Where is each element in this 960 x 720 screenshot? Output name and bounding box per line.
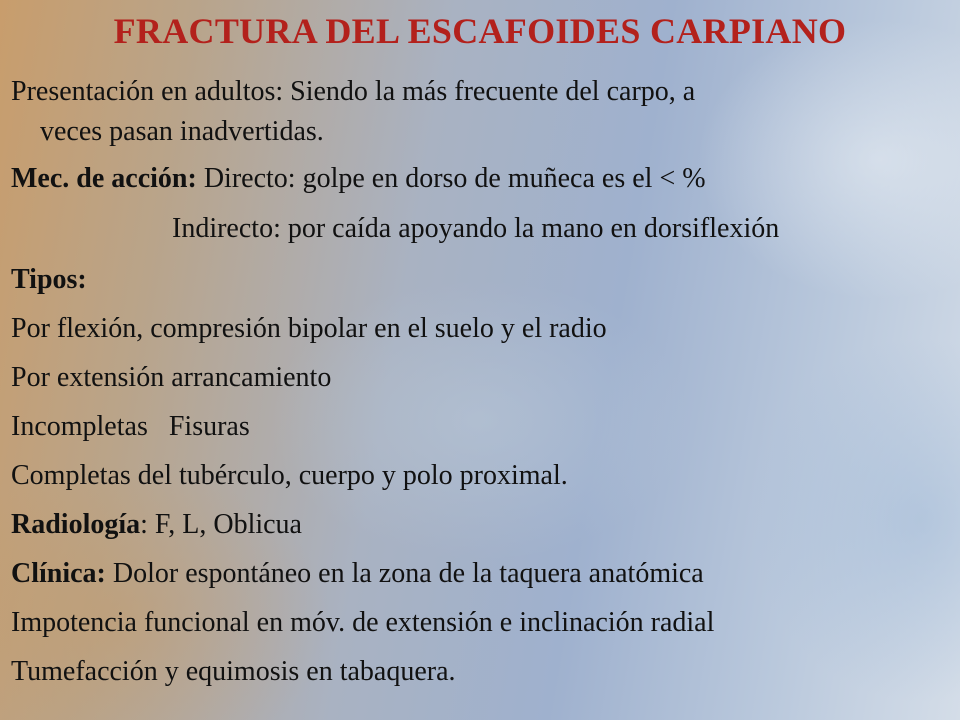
mecanismo-label: Mec. de acción: — [11, 163, 197, 194]
tipos-label: Tipos: — [11, 264, 87, 295]
mecanismo-line — [11, 164, 706, 194]
presentacion-line-1: Presentación en adultos: Siendo la más frecuente del carpo, a — [11, 76, 696, 107]
clinica-label: Clínica: — [11, 558, 106, 589]
clinica-tumefaccion: Tumefacción y equimosis en tabaquera. — [11, 656, 456, 687]
tipos-extension: Por extensión arrancamiento — [11, 362, 332, 393]
tipos-flexion: Por flexión, compresión bipolar en el suelo y el radio — [11, 313, 607, 344]
mecanismo-indirecto: Indirecto: por caída apoyando la mano en dorsiflexión — [172, 213, 780, 244]
clinica-line — [11, 559, 704, 589]
radiologia-line — [11, 510, 302, 540]
slide-title: FRACTURA DEL ESCAFOIDES CARPIANO — [113, 11, 847, 51]
mecanismo-directo: Directo: golpe en dorso de muñeca es el < % — [196, 163, 706, 194]
clinica-impotencia: Impotencia funcional en móv. de extensión e inclinación radial — [11, 607, 715, 638]
radiologia-label: Radiología — [11, 509, 141, 540]
presentacion-line-2: veces pasan inadvertidas. — [40, 116, 324, 147]
tipos-completas: Completas del tubérculo, cuerpo y polo proximal. — [11, 460, 568, 491]
clinica-text: Dolor espontáneo en la zona de la taquera anatómica — [105, 558, 704, 589]
tipos-incompletas: Incompletas Fisuras — [11, 411, 250, 442]
radiologia-text: : F, L, Oblicua — [140, 509, 302, 540]
